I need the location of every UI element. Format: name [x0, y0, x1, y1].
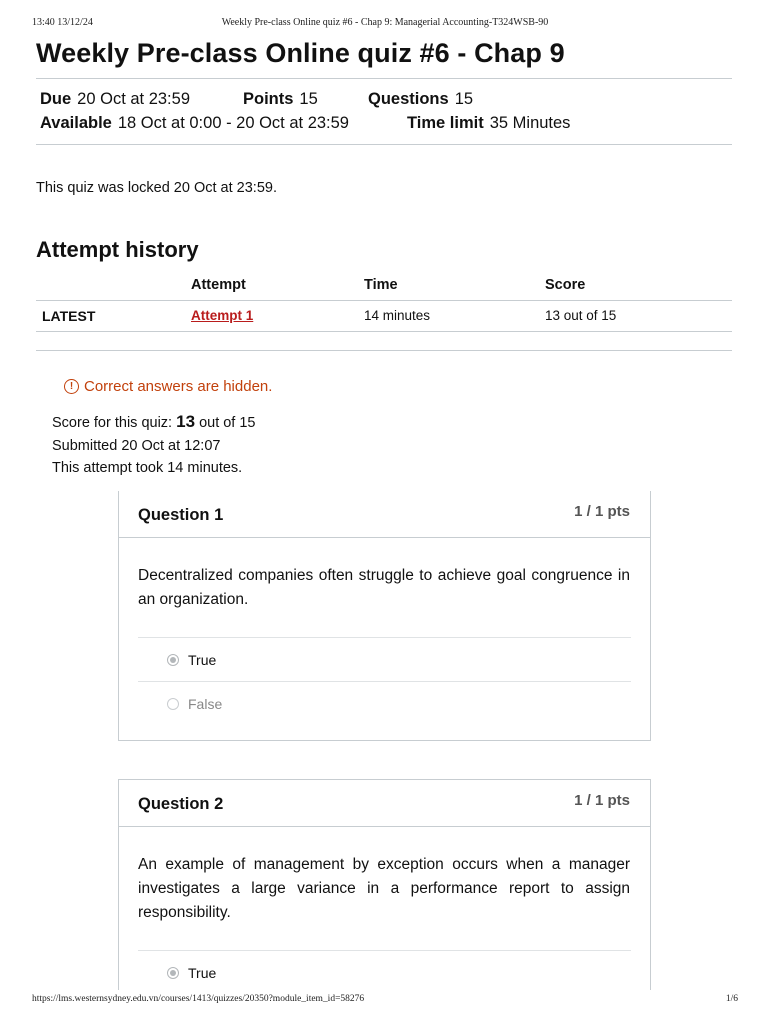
divider	[36, 78, 732, 79]
print-doc-title: Weekly Pre-class Online quiz #6 - Chap 9: Managerial Accounting-T324WSB-90	[221, 17, 549, 28]
latest-tag: LATEST	[36, 300, 185, 331]
page-title: Weekly Pre-class Online quiz #6 - Chap 9	[36, 38, 565, 68]
time-limit-info	[407, 114, 570, 133]
questions-label: Questions	[368, 90, 449, 108]
page-number: 1/6	[725, 994, 738, 1004]
quiz-score	[52, 412, 256, 432]
print-footer	[32, 994, 738, 1008]
column-header: Score	[539, 270, 732, 300]
question-title: Question 1	[138, 506, 224, 524]
column-header: Time	[358, 270, 539, 300]
due-info	[40, 90, 190, 109]
exclamation-circle-icon: !	[64, 379, 79, 394]
answer-list	[138, 637, 631, 725]
radio-selected-icon	[167, 967, 179, 979]
questions-info	[368, 90, 473, 109]
answers-hidden-warning	[64, 378, 272, 395]
answer-option	[138, 637, 631, 681]
available-info	[40, 114, 349, 133]
answer-option	[138, 950, 631, 994]
available-label: Available	[40, 114, 112, 132]
score-prefix: Score for this quiz:	[52, 415, 173, 431]
question-points: 1 / 1 pts	[574, 792, 630, 809]
time-limit-label: Time limit	[407, 114, 484, 132]
answer-list	[138, 950, 631, 994]
print-header	[32, 17, 738, 31]
question-header	[119, 491, 650, 538]
points-info	[243, 90, 318, 109]
attempt-history-heading: Attempt history	[36, 237, 199, 262]
radio-selected-icon	[167, 654, 179, 666]
question-card	[118, 491, 651, 741]
submitted-time: Submitted 20 Oct at 12:07	[52, 438, 221, 454]
available-value: 18 Oct at 0:00 - 20 Oct at 23:59	[117, 114, 349, 132]
questions-value: 15	[454, 90, 474, 108]
time-cell: 14 minutes	[358, 300, 539, 331]
answer-option	[138, 681, 631, 725]
score-value: 13	[176, 412, 196, 431]
lock-message: This quiz was locked 20 Oct at 23:59.	[36, 180, 277, 196]
page-url: https://lms.westernsydney.edu.vn/courses/1413/quizzes/20350?module_item_id=58276	[32, 994, 365, 1004]
column-header: Attempt	[185, 270, 358, 300]
answer-label: True	[188, 651, 217, 668]
attempt-duration: This attempt took 14 minutes.	[52, 460, 243, 476]
score-suffix: out of 15	[199, 415, 256, 431]
warning-text: Correct answers are hidden.	[84, 378, 273, 395]
answer-label: True	[188, 964, 217, 981]
question-points: 1 / 1 pts	[574, 503, 630, 520]
print-datetime: 13:40 13/12/24	[32, 17, 93, 28]
column-header	[36, 270, 185, 300]
question-title: Question 2	[138, 795, 224, 813]
attempt-1-link[interactable]: Attempt 1	[191, 308, 254, 323]
question-card	[118, 779, 651, 990]
time-limit-value: 35 Minutes	[489, 114, 571, 132]
attempt-history-table	[36, 270, 732, 332]
table-row	[36, 300, 732, 331]
points-value: 15	[299, 90, 318, 108]
answer-label: False	[188, 695, 223, 712]
points-label: Points	[243, 90, 294, 108]
due-label: Due	[40, 90, 72, 108]
score-cell: 13 out of 15	[539, 300, 732, 331]
divider	[36, 350, 732, 351]
due-value: 20 Oct at 23:59	[77, 90, 190, 108]
divider	[36, 144, 732, 145]
question-text: An example of management by exception occurs when a manager investigates a large variance in a performance report to assign responsibility.	[138, 856, 630, 921]
question-text: Decentralized companies often struggle to achieve goal congruence in an organization.	[138, 567, 630, 608]
question-header	[119, 780, 650, 827]
radio-empty-icon	[167, 698, 179, 710]
attempt-cell	[185, 300, 358, 331]
table-header-row	[36, 270, 732, 300]
